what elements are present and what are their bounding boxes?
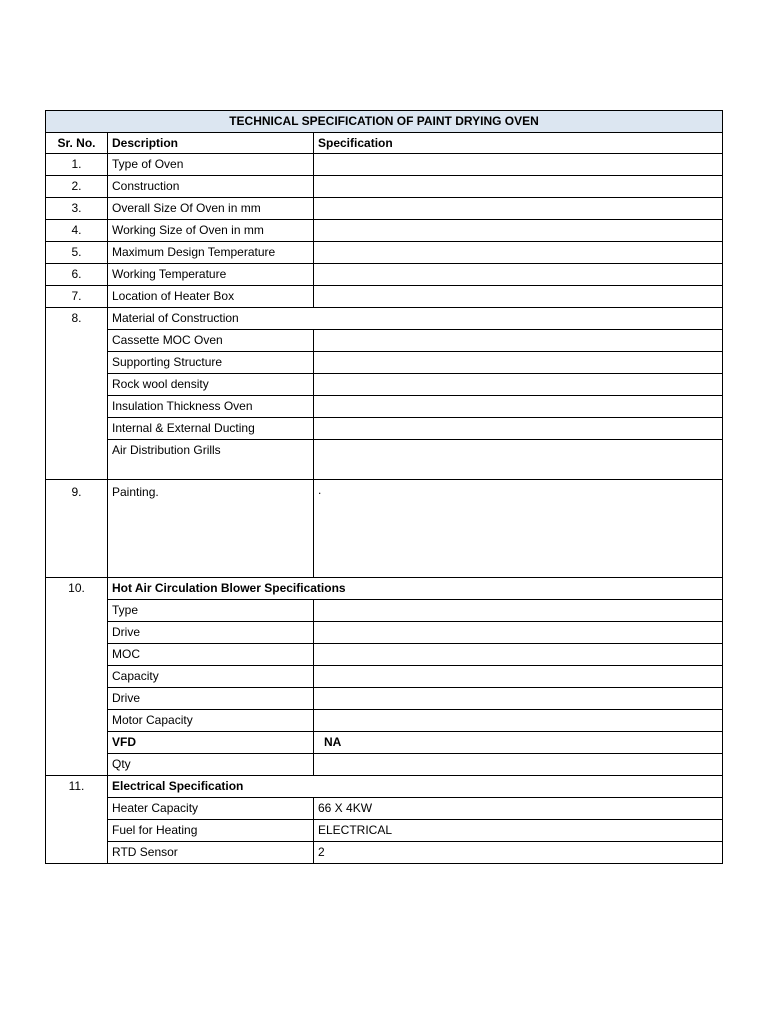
empty-number-cell [46, 754, 108, 776]
header-sr-no: Sr. No. [46, 133, 108, 154]
table-row [46, 374, 723, 396]
header-description: Description [108, 133, 314, 154]
row-description: Working Temperature [108, 264, 314, 286]
row-specification [314, 374, 723, 396]
row-specification [314, 600, 723, 622]
empty-number-cell [46, 374, 108, 396]
row-description: Internal & External Ducting [108, 418, 314, 440]
row-description: Supporting Structure [108, 352, 314, 374]
row-specification: 66 X 4KW [314, 798, 723, 820]
row-description: Working Size of Oven in mm [108, 220, 314, 242]
row-specification [314, 688, 723, 710]
row-number: 7. [46, 286, 108, 308]
row-description: Location of Heater Box [108, 286, 314, 308]
row-description: Qty [108, 754, 314, 776]
empty-number-cell [46, 710, 108, 732]
row-number: 2. [46, 176, 108, 198]
row-number: 3. [46, 198, 108, 220]
row-specification [314, 220, 723, 242]
header-row [46, 133, 723, 154]
table-title-row [46, 111, 723, 133]
row-description: Air Distribution Grills [108, 440, 314, 480]
table-row [46, 622, 723, 644]
row-specification: NA [314, 732, 723, 754]
row-number: 6. [46, 264, 108, 286]
section-11-heading: Electrical Specification [108, 776, 723, 798]
empty-number-cell [46, 732, 108, 754]
table-row [46, 352, 723, 374]
empty-number-cell [46, 352, 108, 374]
row-description: Drive [108, 688, 314, 710]
empty-number-cell [46, 440, 108, 480]
row-specification [314, 198, 723, 220]
table-row [46, 264, 723, 286]
row-description: Overall Size Of Oven in mm [108, 198, 314, 220]
row-specification [314, 286, 723, 308]
empty-number-cell [46, 644, 108, 666]
table-row [46, 198, 723, 220]
row-specification [314, 666, 723, 688]
row-number: 11. [46, 776, 108, 798]
row-specification [314, 644, 723, 666]
empty-number-cell [46, 622, 108, 644]
row-specification [314, 242, 723, 264]
row-description: Fuel for Heating [108, 820, 314, 842]
section-8-heading: Material of Construction [108, 308, 723, 330]
row-specification: ELECTRICAL [314, 820, 723, 842]
section-10-heading-row [46, 578, 723, 600]
row-description: RTD Sensor [108, 842, 314, 864]
row-description: Construction [108, 176, 314, 198]
table-row [46, 286, 723, 308]
row-specification [314, 418, 723, 440]
empty-number-cell [46, 842, 108, 864]
row-specification [314, 440, 723, 480]
row-description: Type of Oven [108, 154, 314, 176]
table-row [46, 710, 723, 732]
row-specification [314, 154, 723, 176]
row-number: 9. [46, 480, 108, 578]
table-row [46, 842, 723, 864]
section-10-heading: Hot Air Circulation Blower Specifications [108, 578, 723, 600]
table-row [46, 754, 723, 776]
row-specification [314, 330, 723, 352]
row-specification: . [314, 480, 723, 578]
row-description: Cassette MOC Oven [108, 330, 314, 352]
row-description: Type [108, 600, 314, 622]
row-description: Painting. [108, 480, 314, 578]
empty-number-cell [46, 418, 108, 440]
empty-number-cell [46, 666, 108, 688]
table-row [46, 600, 723, 622]
table-row [46, 732, 723, 754]
table-row [46, 666, 723, 688]
table-row [46, 798, 723, 820]
table-row [46, 480, 723, 578]
table-row [46, 330, 723, 352]
section-8-heading-row [46, 308, 723, 330]
empty-number-cell [46, 820, 108, 842]
row-description: Insulation Thickness Oven [108, 396, 314, 418]
row-specification [314, 710, 723, 732]
row-specification [314, 396, 723, 418]
empty-number-cell [46, 330, 108, 352]
table-row [46, 176, 723, 198]
row-number: 10. [46, 578, 108, 600]
row-specification [314, 176, 723, 198]
empty-number-cell [46, 600, 108, 622]
table-row [46, 154, 723, 176]
row-specification [314, 352, 723, 374]
row-description: Heater Capacity [108, 798, 314, 820]
row-description: Capacity [108, 666, 314, 688]
row-description: Drive [108, 622, 314, 644]
header-specification: Specification [314, 133, 723, 154]
row-description: Motor Capacity [108, 710, 314, 732]
empty-number-cell [46, 688, 108, 710]
table-row [46, 418, 723, 440]
empty-number-cell [46, 396, 108, 418]
table-row [46, 820, 723, 842]
empty-number-cell [46, 798, 108, 820]
row-specification [314, 264, 723, 286]
table-row [46, 220, 723, 242]
row-specification: 2 [314, 842, 723, 864]
table-row [46, 688, 723, 710]
row-description: Maximum Design Temperature [108, 242, 314, 264]
row-number: 5. [46, 242, 108, 264]
row-description: VFD [108, 732, 314, 754]
row-description: Rock wool density [108, 374, 314, 396]
table-row [46, 242, 723, 264]
row-specification [314, 754, 723, 776]
spec-table [45, 110, 723, 864]
row-number: 4. [46, 220, 108, 242]
row-number: 1. [46, 154, 108, 176]
row-number: 8. [46, 308, 108, 330]
table-row [46, 644, 723, 666]
table-title: TECHNICAL SPECIFICATION OF PAINT DRYING OVEN [46, 111, 723, 133]
section-11-heading-row [46, 776, 723, 798]
row-specification [314, 622, 723, 644]
row-description: MOC [108, 644, 314, 666]
table-row [46, 440, 723, 480]
table-row [46, 396, 723, 418]
